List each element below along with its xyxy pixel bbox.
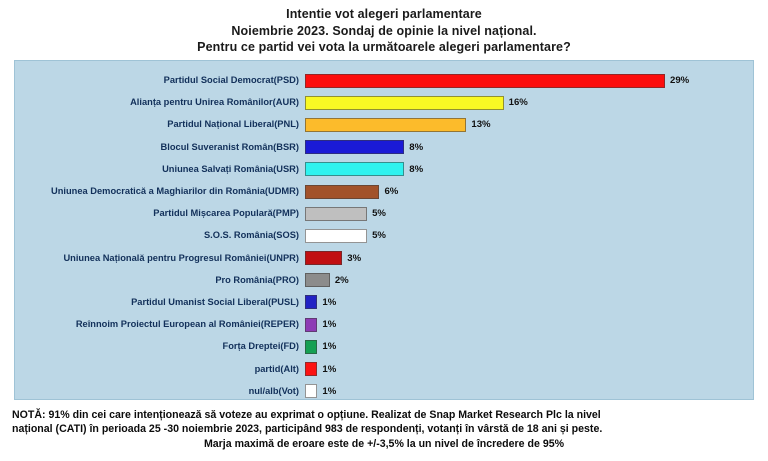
bar-row: [15, 314, 753, 336]
footnote-line-3: Marja maximă de eroare este de +/-3,5% la un nivel de încredere de 95%: [203, 437, 565, 450]
bar-row: [15, 158, 753, 180]
bar-category-label: Forța Dreptei(FD): [222, 341, 299, 352]
bar: [305, 384, 317, 398]
chart-question: Pentru ce partid vei vota la următoarele alegeri parlamentare?: [197, 40, 571, 54]
bar: [305, 318, 317, 332]
bar-value-label: 1%: [322, 363, 337, 375]
bar: [305, 273, 330, 287]
bar-category-label: Pro România(PRO): [215, 274, 299, 285]
bar-category-label: Partidul Social Democrat(PSD): [163, 75, 299, 86]
bar: [305, 118, 466, 132]
bar-row: [15, 247, 753, 269]
bar-category-label: Blocul Suveranist Român(BSR): [160, 141, 299, 152]
bar-category-label: Uniunea Democratică a Maghiarilor din România(UDMR): [51, 186, 299, 197]
bar: [305, 251, 342, 265]
bar-container: [305, 336, 753, 358]
bar: [305, 229, 367, 243]
bar-value-label: 6%: [384, 186, 399, 198]
bar-value-label: 8%: [409, 141, 424, 153]
bar-row: [15, 225, 753, 247]
bar-container: [305, 180, 753, 202]
bar-value-label: 1%: [322, 385, 337, 397]
bar: [305, 162, 404, 176]
bar-category-label: Partidul Mișcarea Populară(PMP): [153, 208, 299, 219]
bar-category-label: Partidul Umanist Social Liberal(PUSL): [131, 296, 299, 307]
bar: [305, 362, 317, 376]
bar-row: [15, 358, 753, 380]
bar-container: [305, 114, 753, 136]
bar-value-label: 29%: [670, 75, 690, 87]
bar-container: [305, 380, 753, 402]
bar-container: [305, 203, 753, 225]
bar-value-label: 13%: [471, 119, 491, 131]
bar-category-label: partid(Alt): [254, 363, 299, 374]
bar-row: [15, 70, 753, 92]
bar-value-label: 1%: [322, 296, 337, 308]
bar-category-label: Partidul Național Liberal(PNL): [167, 119, 299, 130]
bar-row: [15, 336, 753, 358]
bar-container: [305, 225, 753, 247]
bar-container: [305, 291, 753, 313]
bar-value-label: 8%: [409, 163, 424, 175]
bar-container: [305, 269, 753, 291]
bar-row: [15, 180, 753, 202]
chart-plot-area: [14, 60, 754, 400]
bar-container: [305, 136, 753, 158]
bar-value-label: 2%: [334, 274, 349, 286]
chart-subtitle: Noiembrie 2023. Sondaj de opinie la nivel național.: [231, 23, 537, 38]
bar-row: [15, 380, 753, 402]
bar-rows: [15, 61, 753, 403]
bar-row: [15, 291, 753, 313]
bar-container: [305, 314, 753, 336]
bar-row: [15, 203, 753, 225]
bar: [305, 74, 665, 88]
bar-value-label: 1%: [322, 319, 337, 331]
bar: [305, 140, 404, 154]
bar-value-label: 5%: [372, 208, 386, 220]
bar-value-label: 5%: [372, 230, 386, 242]
bar-category-label: nul/alb(Vot): [248, 385, 299, 396]
bar-value-label: 1%: [322, 341, 337, 353]
bar: [305, 340, 317, 354]
chart-title: Intentie vot alegeri parlamentare: [286, 7, 482, 21]
bar-category-label: Alianța pentru Unirea Românilor(AUR): [130, 97, 299, 108]
bar: [305, 295, 317, 309]
bar-value-label: 16%: [508, 97, 528, 109]
bar-category-label: Uniunea Națională pentru Progresul României(UNPR): [63, 252, 299, 263]
bar-row: [15, 136, 753, 158]
footnote-line-2: național (CATI) în perioada 25 -30 noiembrie 2023, participând 983 de respondenți, votanți în vârstă de 18 ani și peste.: [12, 423, 603, 436]
bar-row: [15, 92, 753, 114]
bar-value-label: 3%: [347, 252, 362, 264]
bar-row: [15, 114, 753, 136]
bar: [305, 96, 504, 110]
bar-category-label: S.O.S. România(SOS): [203, 230, 299, 241]
bar-container: [305, 247, 753, 269]
chart-title-block: [0, 0, 768, 56]
bar: [305, 185, 379, 199]
bar-container: [305, 358, 753, 380]
bar-category-label: Uniunea Salvați România(USR): [162, 163, 299, 174]
bar-category-label: Reînnoim Proiectul European al României(REPER): [75, 319, 299, 330]
bar-container: [305, 70, 753, 92]
bar: [305, 207, 367, 221]
chart-footnote: [12, 408, 756, 452]
bar-container: [305, 92, 753, 114]
bar-container: [305, 158, 753, 180]
bar-row: [15, 269, 753, 291]
footnote-line-1: NOTĂ: 91% din cei care intenționează să voteze au exprimat o opțiune. Realizat de Snap Market Research Plc la nivel: [12, 408, 601, 421]
